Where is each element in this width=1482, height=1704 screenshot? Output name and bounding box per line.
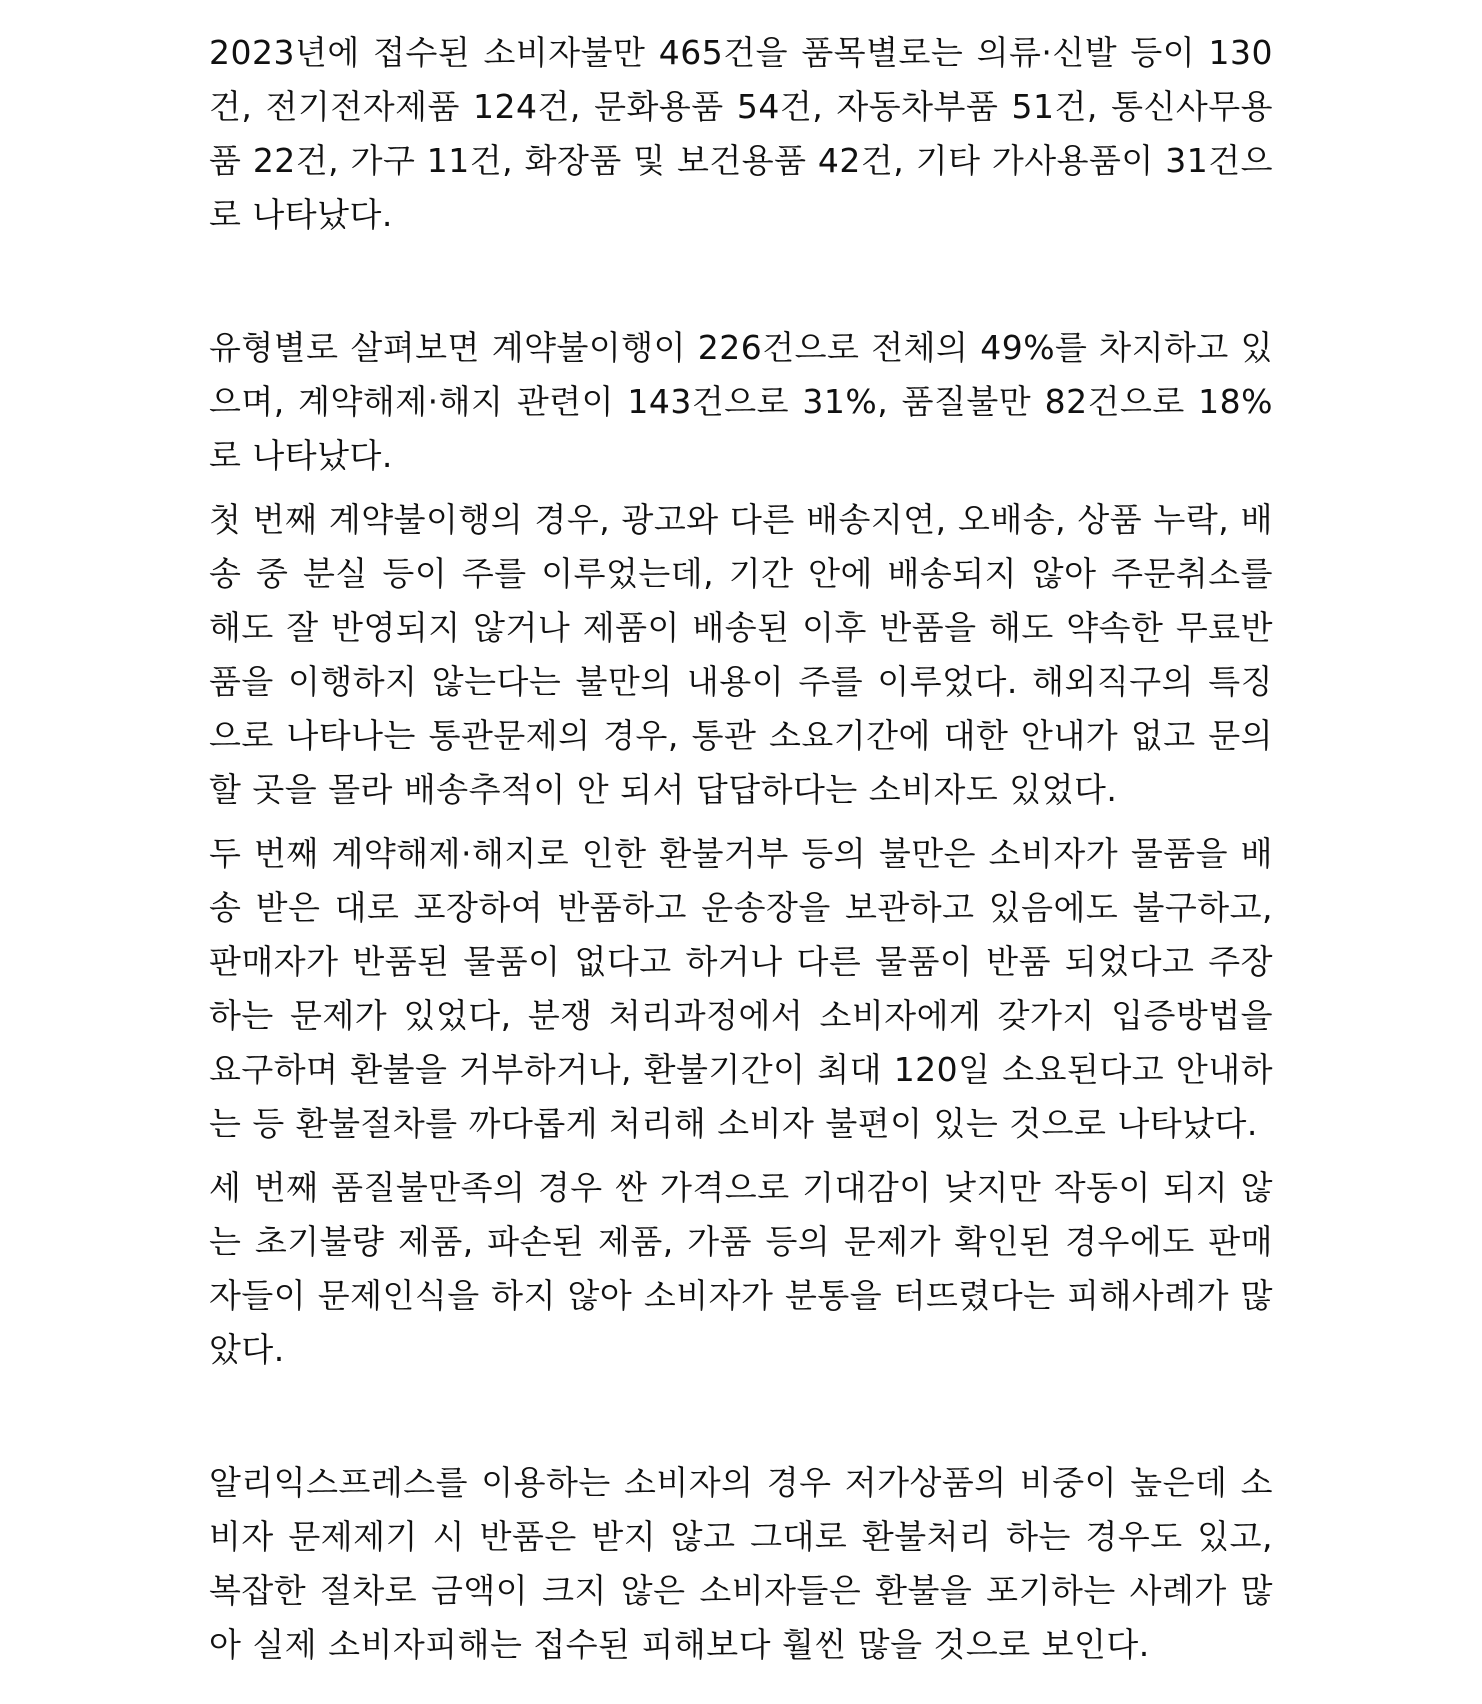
paragraph-contract-cancellation: 두 번째 계약해제·해지로 인한 환불거부 등의 불만은 소비자가 물품을 배송 받은 대로 포장하여 반품하고 운송장을 보관하고 있음에도 불구하고, 판매자가 반품된 물품이 없다고 하거나 다른 물품이 반품 되었다고 주장하는 문제가 있었다, 분쟁 처리과정에서 소비자에게 갖가지 입증방법을 요구하며 환불을 거부하거나, 환불기간이 최대 120일 소요된다고 안내하는 등 환불절차를 까다롭게 처리해 소비자 불편이 있는 것으로 나타났다. xyxy=(209,834,1273,1143)
paragraph-contract-nonperformance: 첫 번째 계약불이행의 경우, 광고와 다른 배송지연, 오배송, 상품 누락, 배송 중 분실 등이 주를 이루었는데, 기간 안에 배송되지 않아 주문취소를 해도 잘 반영되지 않거나 제품이 배송된 이후 반품을 해도 약속한 무료반품을 이행하지 않는다는 불만의 내용이 주를 이루었다. 해외직구의 특징으로 나타나는 통관문제의 경우, 통관 소요기간에 대한 안내가 없고 문의할 곳을 몰라 배송추적이 안 되서 답답하다는 소비자도 있었다. xyxy=(209,500,1273,809)
document-body xyxy=(209,26,1273,1672)
paragraph-complaints-by-type: 유형별로 살펴보면 계약불이행이 226건으로 전체의 49%를 차지하고 있으며, 계약해제·해지 관련이 143건으로 31%, 품질불만 82건으로 18%로 나타났다. xyxy=(209,328,1273,475)
paragraph-complaints-by-item: 2023년에 접수된 소비자불만 465건을 품목별로는 의류·신발 등이 130건, 전기전자제품 124건, 문화용품 54건, 자동차부품 51건, 통신사무용품 22건, 가구 11건, 화장품 및 보건용품 42건, 기타 가사용품이 31건으로 나타났다. xyxy=(209,33,1273,234)
paragraph-quality-complaints: 세 번째 품질불만족의 경우 싼 가격으로 기대감이 낮지만 작동이 되지 않는 초기불량 제품, 파손된 제품, 가품 등의 문제가 확인된 경우에도 판매자들이 문제인식을 하지 않아 소비자가 분통을 터뜨렸다는 피해사례가 많았다. xyxy=(209,1168,1273,1369)
paragraph-aliexpress-consumers: 알리익스프레스를 이용하는 소비자의 경우 저가상품의 비중이 높은데 소비자 문제제기 시 반품은 받지 않고 그대로 환불처리 하는 경우도 있고, 복잡한 절차로 금액이 크지 않은 소비자들은 환불을 포기하는 사례가 많아 실제 소비자피해는 접수된 피해보다 훨씬 많을 것으로 보인다. xyxy=(209,1463,1273,1664)
